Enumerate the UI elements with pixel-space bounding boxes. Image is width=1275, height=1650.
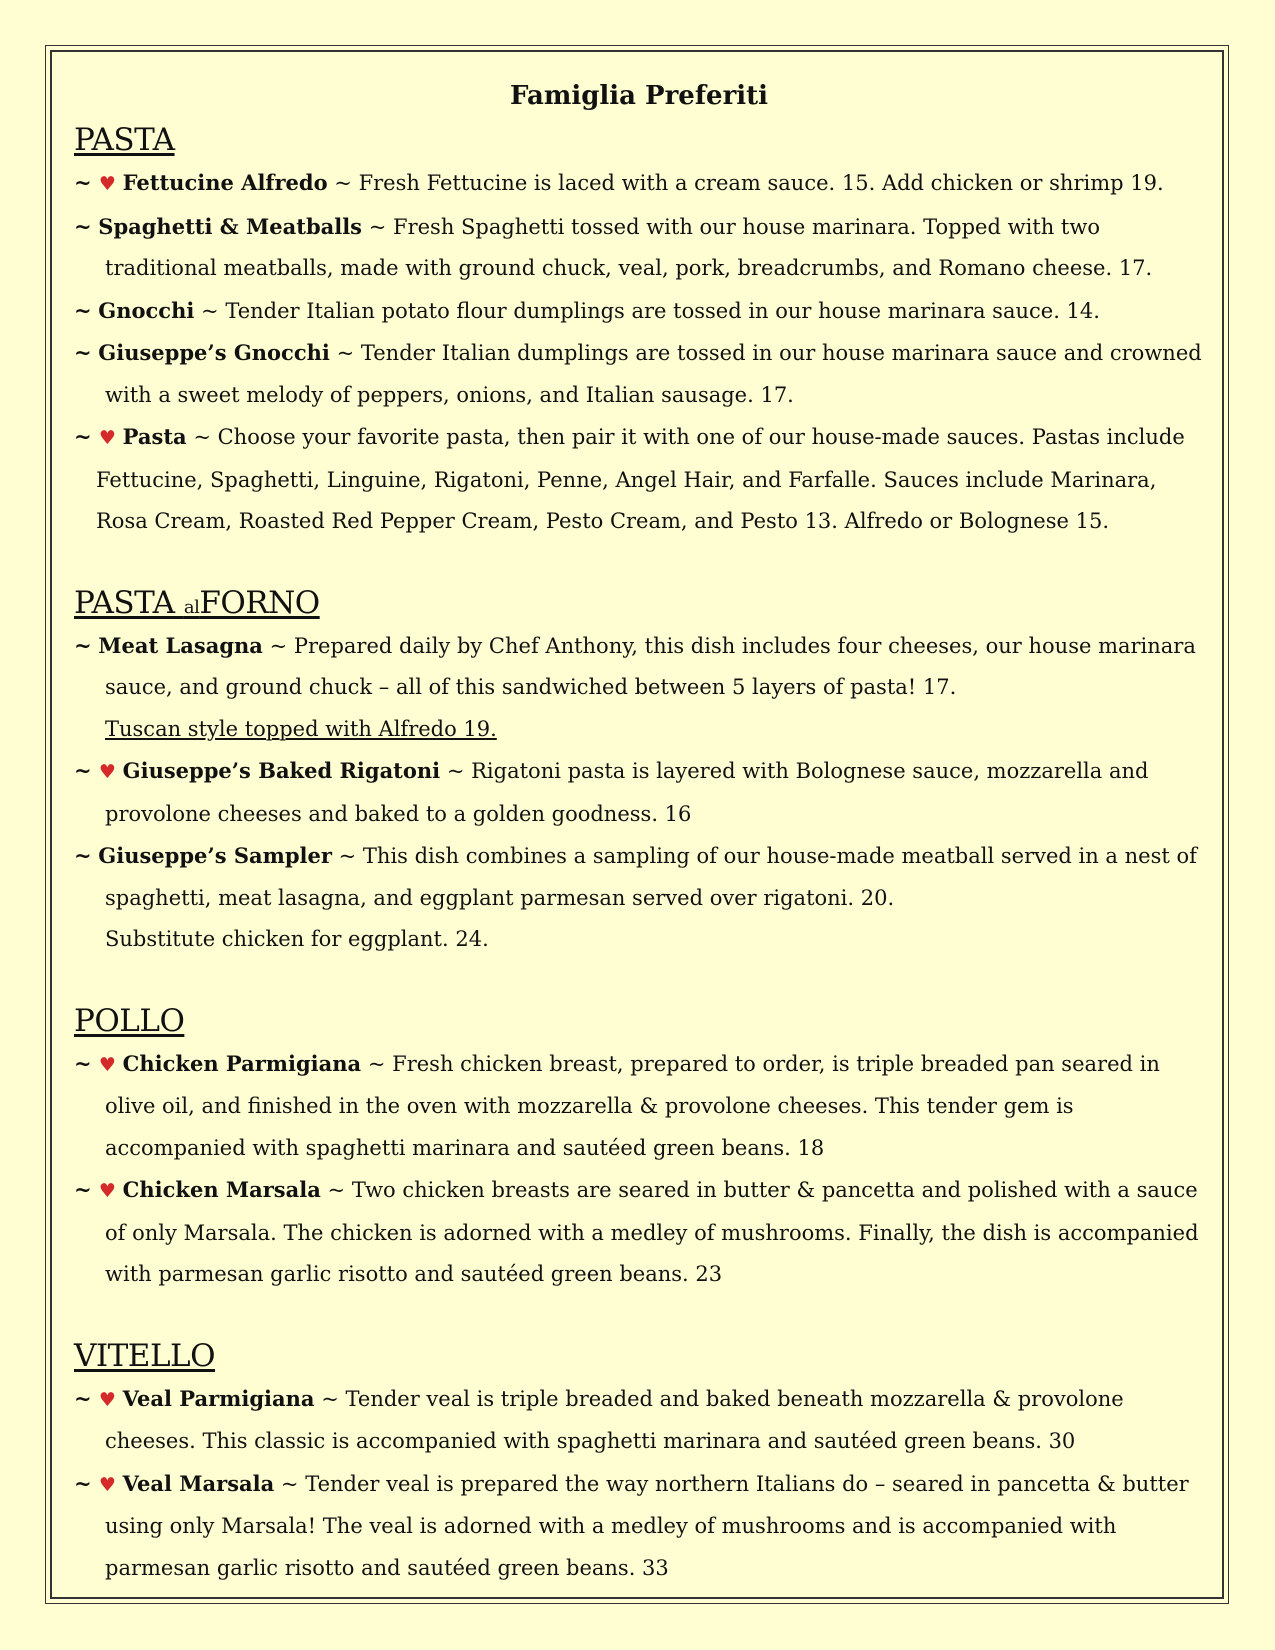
menu-item	[74, 1169, 1204, 1296]
item-extra-option: Substitute chicken for eggplant. 24.	[105, 927, 489, 951]
heart-icon: ♥	[98, 173, 116, 195]
item-name: Gnocchi	[98, 297, 195, 323]
tilde-separator: ~	[334, 171, 352, 195]
tilde-separator: ~	[74, 1177, 99, 1202]
menu-item	[74, 416, 1204, 543]
item-name: Spaghetti & Meatballs	[98, 213, 363, 239]
heart-icon: ♥	[98, 761, 116, 783]
item-name: Chicken Parmigiana	[122, 1050, 362, 1076]
item-name: Chicken Marsala	[122, 1177, 321, 1202]
item-name: Veal Marsala	[122, 1470, 275, 1496]
tilde-separator: ~	[327, 1178, 346, 1202]
menu-item	[74, 1043, 1204, 1170]
tilde-separator: ~	[367, 1051, 386, 1076]
item-description: Prepared daily by Chef Anthony, this dish includes four cheeses, our house marinara sauce, and ground chuck – all of this sandwiched between 5 layers of pasta! 17.	[105, 633, 1196, 699]
section-spacer	[74, 543, 1204, 581]
section-heading-pasta-al-forno	[74, 581, 1204, 625]
tilde-separator: ~	[74, 632, 92, 658]
heading-part: FORNO	[199, 584, 320, 621]
heart-icon: ♥	[98, 1388, 116, 1411]
tilde-separator: ~	[280, 1471, 299, 1496]
tilde-separator: ~	[193, 425, 211, 449]
menu-page	[74, 78, 1204, 1589]
menu-item	[74, 1378, 1204, 1463]
item-name: Giuseppe’s Baked Rigatoni	[122, 758, 441, 783]
tilde-separator: ~	[74, 213, 92, 239]
tilde-separator: ~	[74, 297, 92, 323]
heading-part: PASTA	[74, 584, 175, 621]
tilde-separator: ~	[74, 1470, 99, 1496]
item-extra-option: Tuscan style topped with Alfredo 19.	[105, 716, 497, 741]
tilde-separator: ~	[74, 340, 92, 365]
item-name: Fettucine Alfredo	[122, 170, 328, 195]
page-title: Famiglia Preferiti	[509, 81, 769, 111]
tilde-separator: ~	[74, 1050, 99, 1076]
tilde-separator: ~	[269, 633, 288, 658]
item-name: Giuseppe’s Gnocchi	[98, 340, 330, 365]
tilde-separator: ~	[368, 214, 387, 239]
tilde-separator: ~	[74, 758, 99, 783]
tilde-separator: ~	[338, 844, 357, 868]
tilde-separator: ~	[446, 759, 465, 783]
item-description: Choose your favorite pasta, then pair it with one of our house-made sauces. Pastas include Fettucine, Spaghetti, Linguine, Rigatoni, Penne, Angel Hair, and Farfalle. Sauces include Marinara, Rosa Cream, Roasted Red Pepper Cream, Pesto Cream, and Pesto 13. Alfredo or Bolognese 15.	[96, 425, 1185, 533]
item-description: Fresh chicken breast, prepared to order, is triple breaded pan seared in olive oil, and finished in the oven with mozzarella & provolone cheeses. This tender gem is accompanied with spaghetti marinara and sautéed green beans. 18	[105, 1051, 1160, 1160]
menu-item	[74, 625, 1204, 709]
heart-icon: ♥	[98, 427, 116, 449]
item-description: Fresh Fettucine is laced with a cream sauce. 15. Add chicken or shrimp 19.	[358, 171, 1164, 195]
menu-item	[74, 332, 1204, 416]
tilde-separator: ~	[74, 424, 99, 449]
heart-icon: ♥	[98, 1473, 116, 1496]
section-heading-vitello: VITELLO	[74, 1337, 216, 1374]
heading-part: al	[183, 596, 200, 618]
menu-item	[74, 290, 1204, 333]
section-spacer	[74, 961, 1204, 999]
item-name: Pasta	[122, 424, 187, 449]
tilde-separator: ~	[336, 341, 355, 365]
section-spacer	[74, 1296, 1204, 1334]
item-description: Tender Italian dumplings are tossed in our house marinara sauce and crowned with a sweet melody of peppers, onions, and Italian sausage. 17.	[105, 341, 1202, 407]
menu-item	[74, 835, 1204, 919]
section-heading-pollo: POLLO	[74, 1002, 185, 1039]
tilde-separator: ~	[201, 298, 219, 323]
item-name: Giuseppe’s Sampler	[98, 843, 332, 868]
item-description: Tender Italian potato flour dumplings are tossed in our house marinara sauce. 14.	[225, 298, 1100, 323]
item-description: Tender veal is triple breaded and baked beneath mozzarella & provolone cheeses. This classic is accompanied with spaghetti marinara and sautéed green beans. 30	[105, 1386, 1124, 1453]
heart-icon: ♥	[98, 1180, 116, 1202]
menu-item	[74, 206, 1204, 290]
heart-icon: ♥	[98, 1053, 116, 1076]
tilde-separator: ~	[321, 1386, 339, 1411]
item-name: Veal Parmigiana	[122, 1385, 315, 1411]
section-heading-pasta: PASTA	[74, 122, 175, 158]
menu-item	[74, 162, 1204, 206]
item-description: Tender veal is prepared the way northern Italians do – seared in pancetta & butter using only Marsala! The veal is adorned with a medley of mushrooms and is accompanied with parmesan garlic risotto and sautéed green beans. 33	[105, 1471, 1189, 1580]
item-description: Rigatoni pasta is layered with Bolognese sauce, mozzarella and provolone cheeses and baked to a golden goodness. 16	[105, 759, 1149, 826]
item-name: Meat Lasagna	[98, 632, 263, 658]
tilde-separator: ~	[74, 170, 99, 195]
item-description: Fresh Spaghetti tossed with our house marinara. Topped with two traditional meatballs, made with ground chuck, veal, pork, breadcrumbs, and Romano cheese. 17.	[105, 214, 1153, 280]
tilde-separator: ~	[74, 1385, 99, 1411]
item-description: This dish combines a sampling of our house-made meatball served in a nest of spaghetti, meat lasagna, and eggplant parmesan served over rigatoni. 20.	[105, 844, 1197, 910]
tilde-separator: ~	[74, 843, 92, 868]
menu-item	[74, 1463, 1204, 1590]
menu-item	[74, 750, 1204, 835]
item-description: Two chicken breasts are seared in butter & pancetta and polished with a sauce of only Marsala. The chicken is adorned with a medley of mushrooms. Finally, the dish is accompanied with parmesan garlic risotto and sautéed green beans. 23	[105, 1178, 1199, 1286]
